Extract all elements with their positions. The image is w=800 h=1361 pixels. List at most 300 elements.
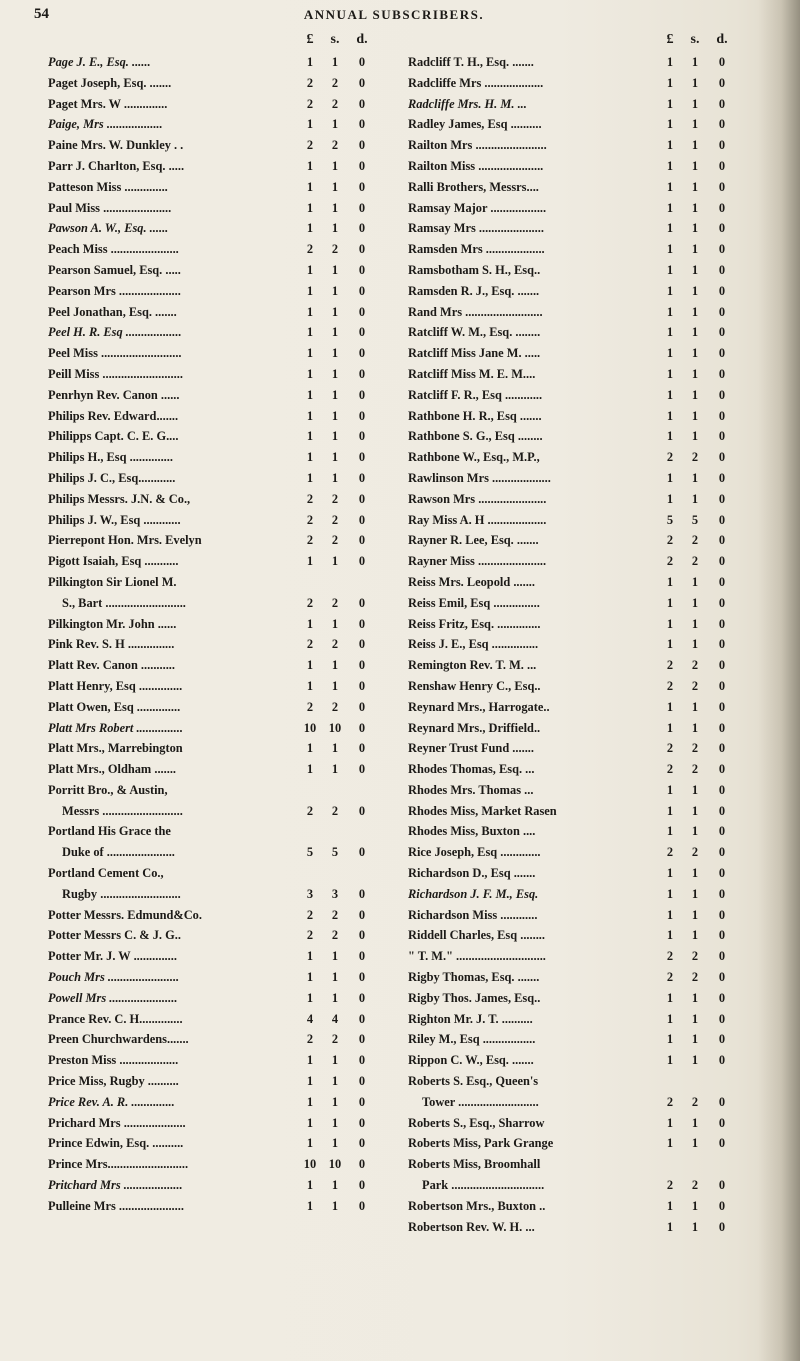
shillings-amount: 1: [331, 179, 339, 194]
subscriber-row: [48, 801, 396, 822]
pounds-amount: 1: [666, 574, 674, 589]
subscriber-row: [408, 925, 756, 946]
subscriber-name: Ramsden R. J., Esq. .......: [408, 283, 540, 298]
pounds-amount: 5: [306, 845, 314, 860]
subscriber-row: [408, 863, 756, 884]
subscriber-name: Page J. E., Esq. ......: [48, 55, 151, 69]
shillings-amount: 1: [331, 1198, 339, 1213]
subscriber-row: [408, 302, 756, 323]
subscriber-row: [408, 52, 756, 73]
pence-amount: 0: [718, 949, 726, 964]
subscriber-row: [48, 905, 396, 926]
shillings-amount: 1: [691, 1136, 699, 1151]
pounds-amount: 1: [666, 1011, 674, 1026]
pounds-amount: 1: [666, 75, 674, 90]
pounds-amount: 1: [306, 429, 314, 444]
pence-amount: 0: [358, 928, 366, 943]
subscriber-row: [408, 447, 756, 468]
subscriber-row: [48, 634, 396, 655]
pounds-amount: 2: [666, 1094, 674, 1109]
pence-header: d.: [716, 32, 728, 47]
subscriber-row: [408, 1050, 756, 1071]
shillings-amount: 1: [691, 1198, 699, 1213]
subscriber-name: Platt Rev. Canon ...........: [48, 658, 176, 673]
pence-amount: 0: [718, 824, 726, 839]
shillings-amount: 2: [331, 96, 339, 111]
shillings-amount: 1: [331, 470, 339, 485]
subscriber-name: Prince Edwin, Esq. ..........: [48, 1136, 184, 1151]
subscriber-name: Philips J. C., Esq............: [48, 470, 176, 485]
subscriber-name: Pritchard Mrs ...................: [48, 1178, 183, 1193]
pence-amount: 0: [358, 990, 366, 1005]
subscriber-row: [408, 489, 756, 510]
shillings-amount: 1: [691, 866, 699, 881]
shillings-amount: 1: [331, 1115, 339, 1130]
pounds-amount: 1: [666, 1115, 674, 1130]
subscriber-name: Prance Rev. C. H..............: [48, 1011, 183, 1026]
pounds-amount: 1: [306, 1115, 314, 1130]
subscriber-name: Richardson D., Esq .......: [408, 866, 536, 881]
pounds-amount: 1: [306, 470, 314, 485]
subscriber-row: [408, 988, 756, 1009]
subscriber-name: Peach Miss ......................: [48, 242, 179, 257]
subscriber-row: [408, 468, 756, 489]
shillings-amount: 1: [691, 1053, 699, 1068]
shillings-amount: 1: [691, 221, 699, 236]
shillings-amount: 1: [691, 283, 699, 298]
pounds-amount: 1: [666, 990, 674, 1005]
shillings-amount: 1: [331, 387, 339, 402]
pence-amount: 0: [358, 803, 366, 818]
pounds-amount: 2: [306, 96, 314, 111]
pence-amount: 0: [718, 96, 726, 111]
pence-amount: 0: [358, 1178, 366, 1193]
subscriber-row: [48, 343, 396, 364]
shillings-amount: 1: [331, 117, 339, 132]
subscriber-row: [48, 426, 396, 447]
pounds-amount: 1: [306, 346, 314, 361]
subscriber-name: Rice Joseph, Esq .............: [408, 845, 541, 860]
subscriber-row: [408, 135, 756, 156]
shillings-amount: 1: [691, 574, 699, 589]
subscriber-row: [408, 842, 756, 863]
pounds-amount: 1: [306, 990, 314, 1005]
pounds-amount: 2: [666, 970, 674, 985]
pence-amount: 0: [358, 450, 366, 465]
pence-amount: 0: [718, 574, 726, 589]
pounds-amount: 10: [303, 720, 317, 735]
subscriber-name: Radcliffe Mrs. H. M. ...: [408, 96, 527, 111]
pounds-amount: 1: [306, 1094, 314, 1109]
shillings-amount: 4: [331, 1011, 339, 1026]
shillings-amount: 1: [331, 304, 339, 319]
pounds-amount: 1: [666, 346, 674, 361]
pounds-amount: 1: [306, 678, 314, 693]
subscriber-row: [48, 551, 396, 572]
subscriber-row: [408, 780, 756, 801]
pounds-amount: 1: [666, 55, 674, 69]
pounds-amount: 2: [306, 75, 314, 90]
pounds-amount: 2: [666, 450, 674, 465]
pounds-amount: 1: [666, 179, 674, 194]
shillings-amount: 2: [691, 762, 699, 777]
pounds-amount: 1: [666, 824, 674, 839]
subscriber-row: [48, 697, 396, 718]
pence-amount: 0: [358, 678, 366, 693]
pounds-amount: 2: [666, 762, 674, 777]
pounds-amount: 2: [666, 533, 674, 548]
shillings-amount: 2: [331, 928, 339, 943]
subscriber-row: [408, 1071, 756, 1092]
subscriber-row: [408, 1196, 756, 1217]
pounds-amount: 1: [306, 387, 314, 402]
pence-amount: 0: [358, 366, 366, 381]
subscriber-name: Ray Miss A. H ...................: [408, 512, 547, 527]
subscriber-name: Pilkington Sir Lionel M.: [48, 574, 177, 589]
pence-amount: 0: [358, 762, 366, 777]
subscriber-name: Reiss Emil, Esq ...............: [408, 595, 540, 610]
subscriber-row: [48, 302, 396, 323]
subscriber-name: Preston Miss ...................: [48, 1053, 179, 1068]
pence-amount: 0: [358, 1115, 366, 1130]
subscriber-row: [408, 718, 756, 739]
pence-amount: 0: [358, 1032, 366, 1047]
subscriber-name: Tower ..........................: [422, 1094, 539, 1109]
subscriber-name: Penrhyn Rev. Canon ......: [48, 387, 180, 402]
page-edge-shadow: [758, 0, 800, 1361]
subscriber-name: Rugby ..........................: [62, 886, 181, 901]
shillings-amount: 1: [691, 325, 699, 340]
subscriber-name: Prince Mrs..........................: [48, 1157, 189, 1172]
pence-amount: 0: [718, 845, 726, 860]
subscriber-name: Rathbone H. R., Esq .......: [408, 408, 542, 423]
pence-amount: 0: [358, 138, 366, 153]
pence-amount: 0: [358, 491, 366, 506]
subscriber-row: [408, 406, 756, 427]
pence-amount: 0: [358, 720, 366, 735]
shillings-amount: 2: [331, 1032, 339, 1047]
shillings-amount: 1: [331, 450, 339, 465]
pence-amount: 0: [358, 1094, 366, 1109]
pounds-amount: 1: [306, 221, 314, 236]
pounds-amount: 1: [666, 408, 674, 423]
subscriber-row: [48, 946, 396, 967]
pence-amount: 0: [358, 200, 366, 215]
subscriber-name: S., Bart ..........................: [62, 595, 186, 610]
pence-amount: 0: [358, 616, 366, 631]
shillings-amount: 1: [331, 1178, 339, 1193]
subscriber-row: [48, 135, 396, 156]
subscriber-row: [408, 801, 756, 822]
subscriber-row: [48, 572, 396, 593]
pounds-amount: 1: [306, 970, 314, 985]
pounds-amount: 2: [306, 928, 314, 943]
subscriber-name: Rayner R. Lee, Esq. .......: [408, 533, 539, 548]
subscriber-name: Philips Messrs. J.N. & Co.,: [48, 491, 191, 506]
shillings-amount: 1: [691, 990, 699, 1005]
subscriber-name: Reynard Mrs., Driffield..: [408, 720, 541, 735]
subscriber-name: Rippon C. W., Esq. .......: [408, 1053, 534, 1068]
subscriber-name: Rawson Mrs ......................: [408, 491, 547, 506]
subscriber-name: Price Miss, Rugby ..........: [48, 1074, 179, 1089]
pounds-amount: 2: [306, 637, 314, 652]
subscriber-row: [48, 1071, 396, 1092]
subscriber-row: [48, 1154, 396, 1175]
page-number: 54: [34, 6, 49, 22]
pence-amount: 0: [718, 554, 726, 569]
subscriber-row: [48, 260, 396, 281]
subscriber-name: Paget Joseph, Esq. .......: [48, 75, 172, 90]
pence-amount: 0: [358, 907, 366, 922]
pounds-amount: 1: [666, 1053, 674, 1068]
subscriber-row: [408, 905, 756, 926]
subscriber-name: Roberts S., Esq., Sharrow: [408, 1115, 545, 1130]
subscriber-column-right: [408, 32, 756, 1237]
shillings-amount: 1: [331, 158, 339, 173]
pence-amount: 0: [358, 595, 366, 610]
pounds-header: £: [306, 32, 314, 47]
subscriber-name: Roberts Miss, Park Grange: [408, 1136, 554, 1151]
shillings-amount: 1: [691, 720, 699, 735]
subscriber-name: Parr J. Charlton, Esq. .....: [48, 158, 185, 173]
pence-amount: 0: [718, 179, 726, 194]
subscriber-name: Ramsay Mrs .....................: [408, 221, 544, 236]
pence-amount: 0: [358, 242, 366, 257]
pence-amount: 0: [718, 408, 726, 423]
shillings-amount: 1: [691, 242, 699, 257]
shillings-amount: 1: [691, 491, 699, 506]
shillings-amount: 1: [331, 616, 339, 631]
subscriber-row: [408, 510, 756, 531]
shillings-amount: 2: [331, 803, 339, 818]
subscriber-row: [48, 156, 396, 177]
shillings-amount: 1: [691, 1032, 699, 1047]
pounds-amount: 1: [306, 949, 314, 964]
shillings-amount: 1: [691, 346, 699, 361]
subscriber-name: Ramsay Major ..................: [408, 200, 547, 215]
shillings-amount: 1: [331, 970, 339, 985]
shillings-amount: 1: [691, 158, 699, 173]
subscriber-name: Righton Mr. J. T. ..........: [408, 1011, 533, 1026]
pounds-amount: 1: [666, 616, 674, 631]
shillings-amount: 1: [691, 1219, 699, 1234]
pence-amount: 0: [358, 346, 366, 361]
subscriber-name: Rhodes Mrs. Thomas ...: [408, 782, 534, 797]
shillings-amount: 1: [691, 96, 699, 111]
shillings-amount: 1: [691, 1011, 699, 1026]
subscriber-row: [408, 385, 756, 406]
pence-amount: 0: [358, 699, 366, 714]
subscriber-name: Pierrepont Hon. Mrs. Evelyn: [48, 533, 202, 548]
subscriber-row: [408, 655, 756, 676]
pounds-amount: 1: [666, 782, 674, 797]
subscriber-name: Rigby Thos. James, Esq..: [408, 990, 541, 1005]
pence-amount: 0: [718, 886, 726, 901]
subscriber-name: Pink Rev. S. H ...............: [48, 637, 175, 652]
subscriber-row: [408, 946, 756, 967]
pence-amount: 0: [718, 158, 726, 173]
pence-amount: 0: [358, 1136, 366, 1151]
pounds-amount: 1: [666, 117, 674, 132]
subscriber-row: [48, 1050, 396, 1071]
subscriber-name: Platt Owen, Esq ..............: [48, 699, 181, 714]
pence-amount: 0: [358, 304, 366, 319]
pence-amount: 0: [718, 1053, 726, 1068]
subscriber-row: [408, 1113, 756, 1134]
subscriber-row: [408, 551, 756, 572]
pence-amount: 0: [358, 1074, 366, 1089]
shillings-amount: 2: [331, 75, 339, 90]
subscriber-row: [408, 322, 756, 343]
subscriber-name: Platt Mrs., Marrebington: [48, 741, 183, 756]
subscriber-name: Reiss J. E., Esq ...............: [408, 637, 539, 652]
subscriber-row: [48, 655, 396, 676]
shillings-amount: 5: [331, 845, 339, 860]
subscriber-row: [48, 406, 396, 427]
pence-amount: 0: [718, 637, 726, 652]
subscriber-name: Radcliffe Mrs ...................: [408, 75, 544, 90]
pence-amount: 0: [358, 970, 366, 985]
pence-amount: 0: [718, 470, 726, 485]
subscriber-name: Rhodes Thomas, Esq. ...: [408, 762, 535, 777]
pence-amount: 0: [358, 741, 366, 756]
subscriber-row: [48, 1092, 396, 1113]
pounds-amount: 1: [666, 262, 674, 277]
subscriber-row: [48, 530, 396, 551]
subscriber-row: [48, 1029, 396, 1050]
pounds-amount: 1: [306, 450, 314, 465]
subscriber-name: Porritt Bro., & Austin,: [48, 782, 168, 797]
subscriber-name: Reynard Mrs., Harrogate..: [408, 699, 550, 714]
pounds-amount: 1: [666, 366, 674, 381]
pounds-amount: 1: [666, 595, 674, 610]
subscriber-row: [48, 364, 396, 385]
subscriber-row: [408, 364, 756, 385]
subscriber-row: [408, 967, 756, 988]
subscriber-row: [48, 884, 396, 905]
subscriber-name: Portland Cement Co.,: [48, 866, 164, 881]
shillings-amount: 2: [331, 138, 339, 153]
shillings-amount: 1: [691, 824, 699, 839]
subscriber-row: [408, 73, 756, 94]
subscriber-name: Radley James, Esq ..........: [408, 117, 542, 132]
pence-amount: 0: [718, 533, 726, 548]
subscriber-name: Rigby Thomas, Esq. .......: [408, 970, 540, 985]
subscriber-row: [48, 925, 396, 946]
pence-amount: 0: [718, 990, 726, 1005]
subscriber-row: [48, 676, 396, 697]
pence-amount: 0: [718, 138, 726, 153]
shillings-amount: 1: [331, 262, 339, 277]
shillings-amount: 2: [691, 554, 699, 569]
pence-amount: 0: [358, 949, 366, 964]
subscriber-name: Pilkington Mr. John ......: [48, 616, 177, 631]
shillings-amount: 1: [691, 928, 699, 943]
subscriber-row: [48, 447, 396, 468]
pence-amount: 0: [358, 75, 366, 90]
subscriber-name: Powell Mrs ......................: [48, 990, 178, 1005]
pounds-amount: 1: [666, 242, 674, 257]
pounds-amount: 1: [306, 179, 314, 194]
subscriber-row: [48, 489, 396, 510]
pence-amount: 0: [718, 616, 726, 631]
pounds-amount: 1: [306, 1136, 314, 1151]
subscriber-row: [408, 1009, 756, 1030]
pounds-amount: 1: [306, 741, 314, 756]
subscriber-name: Roberts Miss, Broomhall: [408, 1157, 541, 1172]
shillings-header: s.: [330, 32, 340, 47]
shillings-amount: 2: [331, 242, 339, 257]
pounds-amount: 2: [306, 595, 314, 610]
shillings-amount: 1: [691, 408, 699, 423]
shillings-amount: 2: [691, 949, 699, 964]
subscriber-row: [48, 114, 396, 135]
pounds-amount: 2: [666, 949, 674, 964]
shillings-amount: 1: [691, 262, 699, 277]
subscriber-row: [48, 967, 396, 988]
subscriber-name: Paine Mrs. W. Dunkley . .: [48, 138, 184, 153]
pence-amount: 0: [718, 1094, 726, 1109]
shillings-amount: 1: [331, 200, 339, 215]
subscriber-name: Peel Jonathan, Esq. .......: [48, 304, 177, 319]
pence-amount: 0: [718, 304, 726, 319]
subscriber-row: [48, 614, 396, 635]
pounds-amount: 1: [666, 1136, 674, 1151]
subscriber-row: [48, 780, 396, 801]
subscriber-row: [408, 593, 756, 614]
subscriber-name: Philips J. W., Esq ............: [48, 512, 181, 527]
pence-amount: 0: [718, 1115, 726, 1130]
pence-amount: 0: [358, 262, 366, 277]
subscriber-name: Roberts S. Esq., Queen's: [408, 1074, 539, 1089]
shillings-amount: 2: [691, 678, 699, 693]
subscriber-row: [48, 842, 396, 863]
shillings-amount: 2: [691, 533, 699, 548]
pounds-amount: 1: [666, 429, 674, 444]
pounds-amount: 1: [666, 138, 674, 153]
pence-amount: 0: [358, 1198, 366, 1213]
subscriber-list-right: [408, 52, 756, 1237]
pounds-amount: 2: [666, 845, 674, 860]
subscriber-row: [408, 697, 756, 718]
shillings-amount: 1: [691, 366, 699, 381]
subscriber-row: [48, 322, 396, 343]
pence-amount: 0: [358, 1157, 366, 1172]
currency-header-left: [48, 32, 396, 52]
pence-amount: 0: [718, 720, 726, 735]
pounds-amount: 1: [306, 408, 314, 423]
pence-amount: 0: [718, 55, 726, 69]
subscriber-row: [408, 821, 756, 842]
shillings-amount: 10: [328, 1157, 342, 1172]
subscriber-row: [48, 510, 396, 531]
subscriber-row: [48, 198, 396, 219]
shillings-amount: 1: [331, 325, 339, 340]
subscriber-name: Rawlinson Mrs ...................: [408, 470, 551, 485]
pence-amount: 0: [718, 262, 726, 277]
pounds-amount: 1: [306, 325, 314, 340]
shillings-amount: 2: [331, 637, 339, 652]
shillings-amount: 2: [331, 512, 339, 527]
subscriber-name: Portland His Grace the: [48, 824, 171, 839]
shillings-amount: 1: [331, 554, 339, 569]
pence-amount: 0: [358, 221, 366, 236]
shillings-amount: 2: [691, 845, 699, 860]
subscriber-name: Robertson Rev. W. H. ...: [408, 1219, 535, 1234]
pounds-amount: 1: [666, 866, 674, 881]
subscriber-name: Ratcliff F. R., Esq ............: [408, 387, 543, 402]
subscriber-row: [48, 73, 396, 94]
